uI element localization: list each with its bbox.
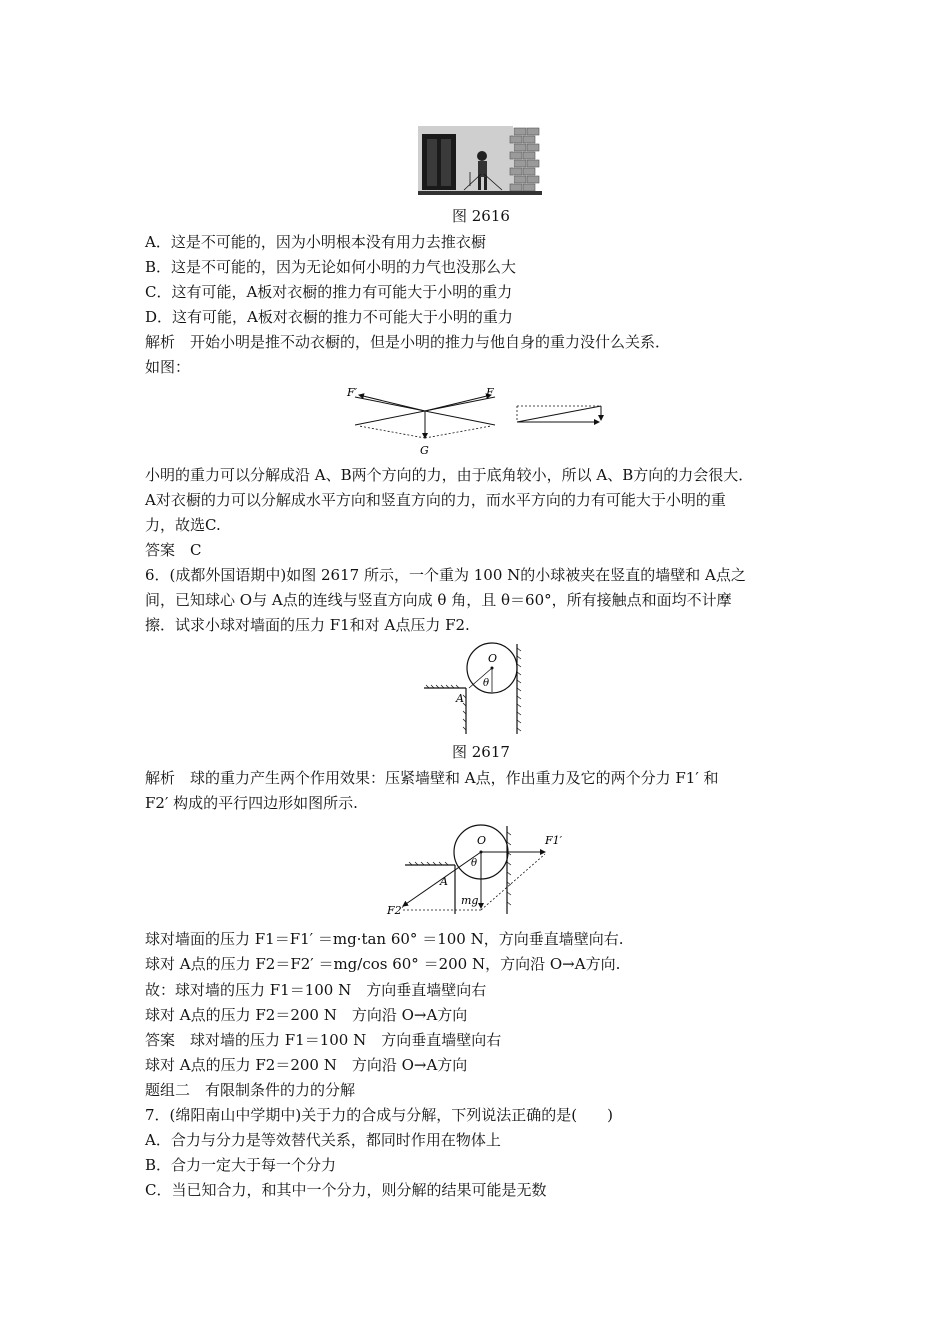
q5-as-figure: 如图： — [145, 358, 191, 376]
q6-calc-5: 答案 球对墙的压力 F1＝100 N 方向垂直墙壁向右 — [145, 1031, 502, 1049]
q7-option-c: C．当已知合力，和其中一个分力，则分解的结果可能是无数 — [145, 1181, 547, 1199]
q5-explain-2: A对衣橱的力可以分解成水平方向和竖直方向的力，而水平方向的力有可能大于小明的重 — [145, 491, 726, 509]
fig2617-label-o: O — [488, 652, 498, 665]
q7-option-a: A．合力与分力是等效替代关系，都同时作用在物体上 — [145, 1131, 501, 1149]
q5-option-b: B．这是不可能的，因为无论如何小明的力气也没那么大 — [145, 258, 517, 276]
q5-explain-1: 小明的重力可以分解成沿 A、B两个方向的力，由于底角较小，所以 A、B方向的力会很大． — [145, 466, 754, 484]
group2-title: 题组二 有限制条件的力的分解 — [145, 1081, 356, 1099]
diagram-label-theta: θ — [471, 858, 478, 869]
diagram-label-a: A — [440, 875, 448, 888]
figure-2616-caption: 图 2616 — [452, 207, 510, 225]
q6-stem-1: 6．(成都外国语期中)如图 2617 所示，一个重为 100 N的小球被夹在竖直的墙壁和 A点之 — [145, 566, 746, 584]
diagram-label-o: O — [477, 834, 487, 847]
q6-analysis-2: F2′ 构成的平行四边形如图所示. — [145, 794, 358, 812]
fig2617-label-a: A — [456, 692, 464, 705]
q6-calc-6: 球对 A点的压力 F2＝200 N 方向沿 O→A方向 — [145, 1056, 468, 1074]
q7-stem: 7．(绵阳南山中学期中)关于力的合成与分解，下列说法正确的是( ) — [145, 1106, 613, 1124]
q6-stem-2: 间，已知球心 O与 A点的连线与竖直方向成 θ 角，且 θ＝60°，所有接触点和面均不计摩 — [145, 591, 732, 609]
figure-2616 — [418, 126, 542, 200]
q5-answer: 答案 C — [145, 541, 202, 559]
figure-2617-caption: 图 2617 — [452, 743, 510, 761]
diagram-label-f1: F1′ — [545, 834, 563, 847]
q6-force-diagram — [385, 822, 565, 918]
q5-analysis: 解析 开始小明是推不动衣橱的，但是小明的推力与他自身的重力没什么关系． — [145, 333, 671, 351]
q6-analysis-1: 解析 球的重力产生两个作用效果：压紧墙壁和 A点，作出重力及它的两个分力 F1′ 和 — [145, 769, 719, 787]
q5-explain-3: 力，故选C. — [145, 516, 221, 534]
q5-option-d: D．这有可能，A板对衣橱的推力不可能大于小明的重力 — [145, 308, 513, 326]
diagram-label-mg: mg — [461, 894, 479, 907]
q6-calc-3: 故：球对墙的压力 F1＝100 N 方向垂直墙壁向右 — [145, 981, 487, 999]
label-f-prime: F′ — [347, 386, 358, 399]
q6-calc-2: 球对 A点的压力 F2＝F2′ ＝mg/cos 60° ＝200 N，方向沿 O→A方向. — [145, 955, 621, 973]
label-f: F — [486, 386, 494, 399]
diagram-label-f2: F2′ — [387, 904, 405, 917]
q7-option-b: B．合力一定大于每一个分力 — [145, 1156, 337, 1174]
figure-2617 — [420, 640, 532, 736]
label-g: G — [420, 444, 429, 457]
q6-calc-4: 球对 A点的压力 F2＝200 N 方向沿 O→A方向 — [145, 1006, 468, 1024]
q6-calc-1: 球对墙面的压力 F1＝F1′ ＝mg·tan 60° ＝100 N，方向垂直墙壁向右. — [145, 930, 624, 948]
q5-option-a: A．这是不可能的，因为小明根本没有用力去推衣橱 — [145, 233, 486, 251]
q5-force-diagram — [345, 380, 615, 462]
q5-option-c: C．这有可能，A板对衣橱的推力有可能大于小明的重力 — [145, 283, 513, 301]
fig2617-label-theta: θ — [483, 678, 490, 689]
q6-stem-3: 擦．试求小球对墙面的压力 F1和对 A点压力 F2. — [145, 616, 470, 634]
